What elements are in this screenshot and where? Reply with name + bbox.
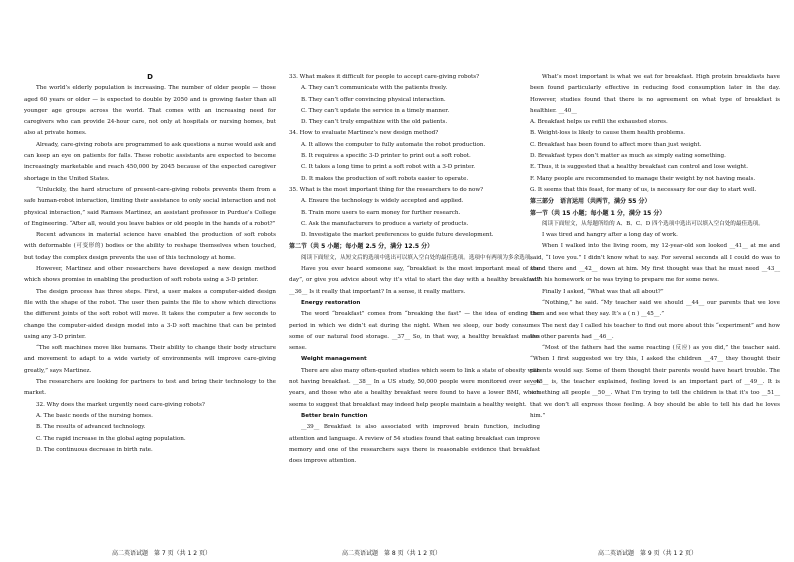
paragraph: 第一节（共 15 小题；每小题 1 分，满分 15 分） — [530, 209, 666, 217]
paragraph: C. The rapid increase in the global aging population. — [36, 435, 186, 442]
paragraph: “Most of the fathers had the same reacting (反应) as you did,” the teacher said. “When I first suggested we try this, I asked the children __47__ they thought their parents would say. Some of them thought their parents would have heart trouble. The __48__ is, the teacher explained, feeling loved is an important part of __49__. It is something all people __50__. What I’m trying to tell the children is that it’s too __51__ that we don’t all express those feeling. A boy should be able to tell his dad he loves him.” — [530, 345, 780, 419]
paragraph: __39__ Breakfast is also associated with improved brain function, including attention and language. A review of 54 studies found that eating breakfast can improve memory and one of the researchers says there is reasonable evidence that breakfast does improve attention. — [289, 424, 540, 465]
paragraph: Recent advances in material science have enabled the production of soft robots with deformable (可变形的) bodies or the ability to reshape themselves when touched, but today the complex design prevents the use of this technology at home. — [24, 232, 276, 261]
column-page-9 — [530, 72, 780, 422]
paragraph: The world’s elderly population is increasing. The number of older people — those aged 60 years or older — is expected to double by 2050 and is growing faster than all younger age groups across the world. That comes with an increasing need for caregivers who can provide 24-hour care, not only at hospitals or nursing homes, but also at private homes. — [24, 85, 276, 137]
paragraph: Have you ever heard someone say, “breakfast is the most important meal of the day”, or give you advice about why it’s vital to start the day with a healthy breakfast? __36__ Is it really that important? In a sense, it really matters. — [289, 266, 540, 295]
paragraph: B. Train more users to earn money for further research. — [301, 209, 461, 216]
paragraph: 33. What makes it difficult for people to accept care-giving robots? — [289, 74, 480, 80]
paragraph: D. The continuous decrease in birth rate. — [36, 446, 153, 453]
paragraph: F. Many people are recommended to manage their weight by not having meals. — [530, 175, 756, 182]
paragraph: The design process has three steps. First, a user makes a computer-aided design file with the shape of the robot. The user then paints the file to show which directions the different joints of the soft robot will move. It takes the computer a few seconds to change the computer-aided design model into a 3-D soft machine that can be printed using any 3-D printer. — [24, 288, 276, 340]
page-footer-7: 高二英语试题 第 7 页（共 1 2 页） — [112, 550, 211, 557]
paragraph: B. Weight-loss is likely to cause them health problems. — [530, 130, 686, 137]
paragraph: There are also many often-quoted studies which seem to link a state of obesity with not having breakfast. __38__ In a US study, 50,000 people were monitored over seven years, and those who ate a healthy breakfast were found to have a lower BMI, which seems to suggest that breakfast may indeed help people maintain a healthy weight. — [289, 367, 540, 408]
paragraph: The researchers are looking for partners to test and bring their technology to the market. — [24, 379, 276, 397]
paragraph: “Unluckily, the hard structure of present-care-giving robots prevents them from a safe human-robot interaction, limiting their assistance to only social interaction and not physical interaction,” said Ramses Martinez, an assistant professor in Purdue’s College of Engineering. “After all, would you leave babies or old people in the hands of a robot?” — [24, 186, 276, 227]
paragraph: 32. Why does the market urgently need care-giving robots? — [36, 401, 205, 408]
paragraph: E. Thus, it is suggested that a healthy breakfast can control and lose weight. — [530, 164, 749, 171]
paragraph: A. Ensure the technology is widely accepted and applied. — [301, 198, 464, 205]
paragraph: A. It allows the computer to fully automate the robot production. — [301, 141, 486, 148]
column-page-8 — [289, 72, 540, 467]
paragraph: 35. What is the most important thing for the researchers to do now? — [289, 186, 484, 193]
paragraph: C. They can’t update the service in a timely manner. — [301, 107, 450, 114]
paragraph: 阅读下面短文，从短文后的选项中选出可以填入空白处的最佳选项。选项中有两项为多余选项。 — [301, 254, 536, 261]
paragraph: The word “breakfast” comes from “breaking the fast” — the idea of ending the period in which we didn’t eat during the night. When we sleep, our body consumes some of our natural food storage. __37__ So, in that way, a healthy breakfast makes sense. — [289, 311, 540, 352]
paragraph: D — [147, 73, 153, 81]
page-footer-9: 高二英语试题 第 9 页（共 1 2 页） — [598, 550, 697, 557]
paragraph: A. They can’t communicate with the patients freely. — [301, 85, 448, 92]
paragraph: However, Martinez and other researchers have developed a new design method which shows promise in enabling the production of soft robots using a 3-D printer. — [24, 266, 276, 284]
paragraph: D. It makes the production of soft robots easier to operate. — [301, 175, 469, 182]
page-footer-8: 高二英语试题 第 8 页（共 1 2 页） — [342, 550, 441, 557]
paragraph: Finally I asked, “What was that all about?” — [542, 288, 664, 295]
paragraph: 阅读下面短文，从每题所给的 A、B、C、D 四个选项中选出可以填入空白处的最佳选项。 — [542, 220, 764, 227]
paragraph: Energy restoration — [301, 299, 361, 306]
paragraph: A. The basic needs of the nursing homes. — [36, 412, 153, 419]
paragraph: B. It requires a specific 3-D printer to print out a soft robot. — [301, 153, 471, 160]
paragraph: C. It takes a long time to print a soft robot with a 3-D printer. — [301, 164, 476, 171]
column-page-7 — [24, 72, 276, 456]
paragraph: Weight management — [301, 356, 367, 363]
paragraph: Already, care-giving robots are programmed to ask questions a nurse would ask and can keep an eye on patients for falls. These robotic assistants are expected to become increasingly marketable and reach 450,000 by 2045 because of the expected caregiver shortage in the United States. — [24, 141, 276, 182]
paragraph: 第二节（共 5 小题；每小题 2.5 分，满分 12.5 分） — [289, 243, 434, 251]
paragraph: B. The results of advanced technology. — [36, 424, 146, 431]
paragraph: Better brain function — [301, 412, 368, 419]
paragraph: The next day I called his teacher to find out more about this “experiment” and how the other parents had __46__. — [530, 322, 780, 340]
paragraph: D. They can’t truly empathize with the old patients. — [301, 119, 448, 126]
paragraph: B. They can’t offer convincing physical interaction. — [301, 96, 446, 103]
paragraph: D. Investigate the market preferences to guide future development. — [301, 232, 494, 239]
paragraph: C. Ask the manufacturers to produce a variety of products. — [301, 220, 469, 227]
paragraph: 34. How to evaluate Martinez’s new design method? — [289, 130, 439, 137]
paragraph: I was tired and hangry after a long day of work. — [542, 232, 678, 239]
paragraph: 第三部分 语言运用（共两节，满分 55 分） — [530, 198, 651, 206]
paragraph: A. Breakfast helps us refill the exhausted stores. — [530, 119, 668, 126]
paragraph: “The soft machines move like humans. Their ability to change their body structure and movement to adapt to a wide variety of environments will improve care-giving greatly,” says Martinez. — [24, 345, 276, 374]
paragraph: D. Breakfast types don’t matter as much as simply eating something. — [530, 153, 726, 160]
paragraph: “Nothing,” he said. “My teacher said we should __44__ our parents that we love them and see what they say. It’s a ( n ) __45__.” — [530, 299, 780, 318]
paragraph: G. It seems that this feast, for many of us, is necessary for our day to start well. — [530, 186, 757, 193]
paragraph: When I walked into the living room, my 12-year-old son looked __41__ at me and said, “I love you.” I didn’t know what to say. For several seconds all I could do was to stand there and __42__ down at him. My first thought was that he must need __43__ with his homework or he was trying to prepare me for some news. — [530, 243, 780, 284]
paragraph: C. Breakfast has been found to affect more than just weight. — [530, 141, 702, 148]
paragraph: What’s most important is what we eat for breakfast. High protein breakfasts have been found particularly effective in reducing food consumption later in the day. However, studies found that there is no agreement on what type of breakfast is healthier. __40__ — [530, 74, 780, 114]
